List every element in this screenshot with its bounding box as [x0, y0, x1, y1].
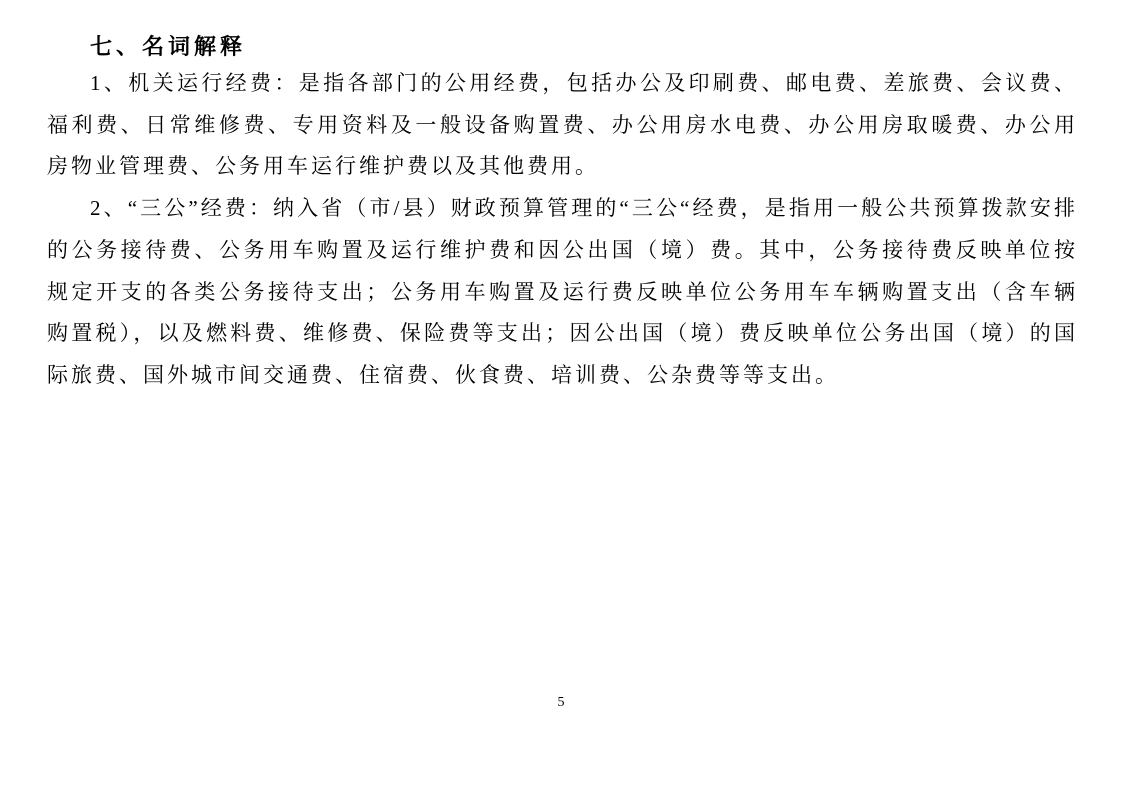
page-footer	[0, 694, 1122, 712]
page-number: 5	[557, 695, 565, 710]
paragraph-three-public-expenses: 2、“三公”经费：纳入省（市/县）财政预算管理的“三公“经费，是指用一般公共预算拨款安排的公务接待费、公务用车购置及运行维护费和因公出国（境）费。其中，公务接待费反映单位按规定开支的各类公务接待支出；公务用车购置及运行费反映单位公务用车车辆购置支出（含车辆购置税），以及燃料费、维修费、保险费等支出；因公出国（境）费反映单位公务出国（境）的国际旅费、国外城市间交通费、住宿费、伙食费、培训费、公杂费等等支出。	[47, 196, 1078, 387]
document-content	[47, 30, 1078, 397]
section-heading: 七、名词解释	[90, 34, 247, 59]
paragraph-agency-operating-expenses: 1、机关运行经费：是指各部门的公用经费，包括办公及印刷费、邮电费、差旅费、会议费、福利费、日常维修费、专用资料及一般设备购置费、办公用房水电费、办公用房取暖费、办公用房物业管理费、公务用车运行维护费以及其他费用。	[47, 71, 1078, 179]
